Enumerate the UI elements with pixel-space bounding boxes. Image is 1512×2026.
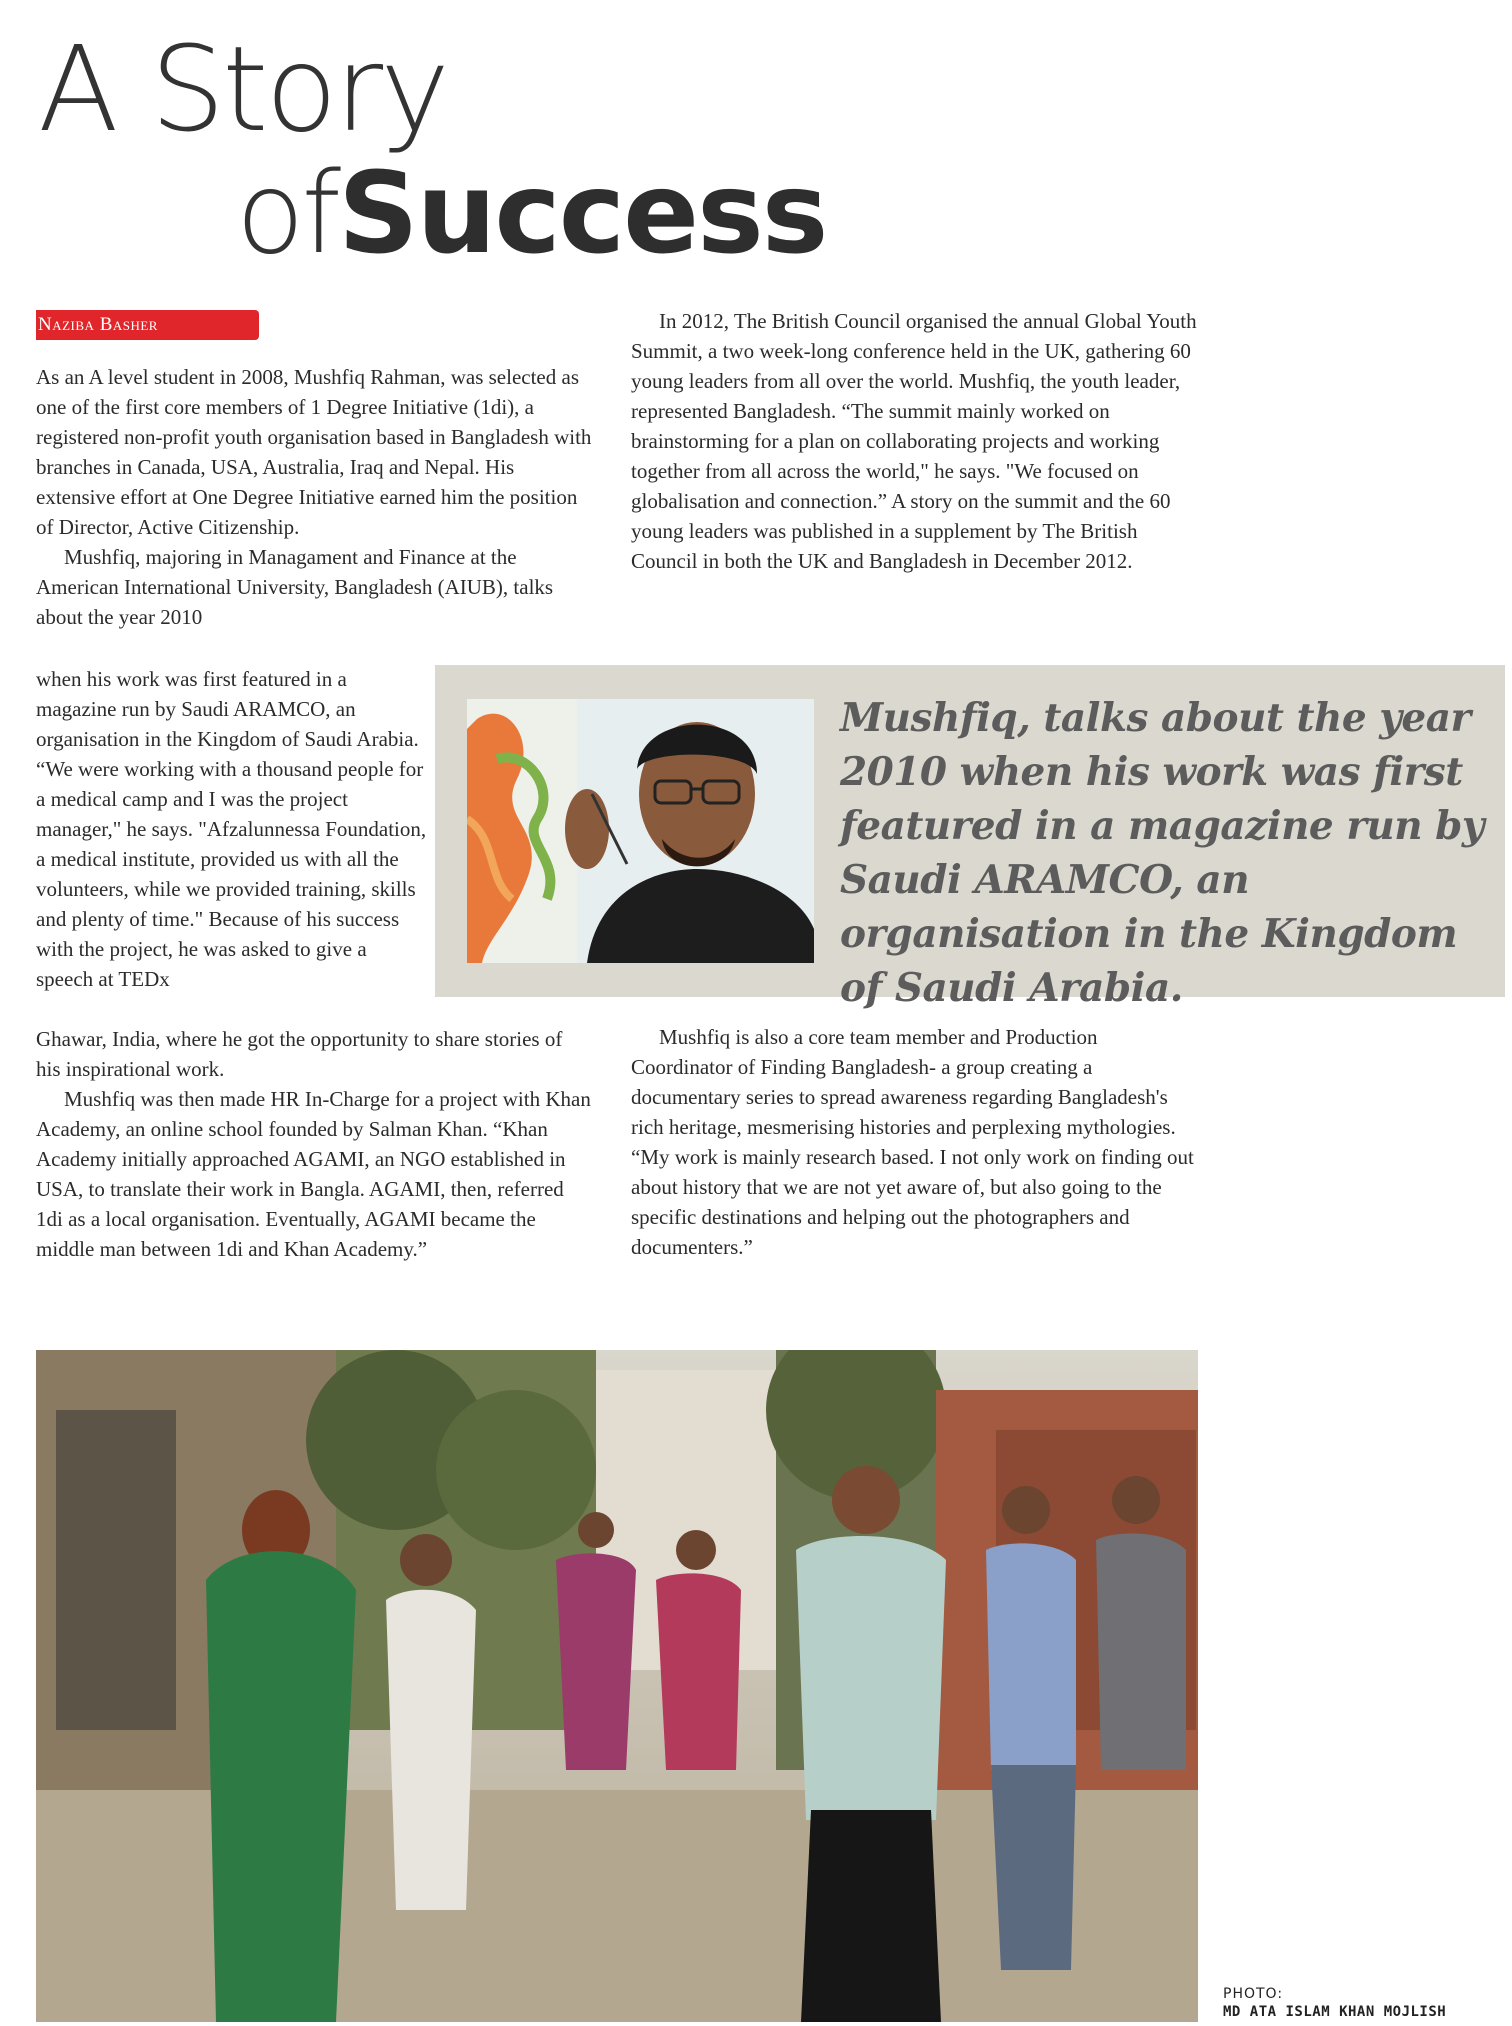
portrait-photo — [467, 699, 814, 963]
street-group-photo — [36, 1350, 1198, 2022]
photo-credit-name: MD ATA ISLAM KHAN MOJLISH — [1223, 2004, 1447, 2020]
article-paragraph: As an A level student in 2008, Mushfiq Rahman, was selected as one of the first core members of 1 Degree Initiative (1di), a registered non-profit youth organisation based in Bangladesh with branches in Canada, USA, Australia, Iraq and Nepal. His extensive effort at One Degree Initiative earned him the position of Director, Active Citizenship. — [36, 365, 592, 539]
article-paragraph: Mushfiq was then made HR In-Charge for a project with Khan Academy, an online school founded by Salman Khan. “Khan Academy initially approached AGAMI, an NGO established in USA, to translate their work in Bangla. AGAMI, then, referred 1di as a local organisation. Eventually, AGAMI became the middle man between 1di and Khan Academy.” — [36, 1087, 591, 1261]
left-column-top — [36, 362, 592, 632]
right-column-top — [631, 306, 1203, 576]
left-column-bottom — [36, 1024, 592, 1264]
right-column-bottom — [631, 1022, 1203, 1262]
article-paragraph: when his work was first featured in a magazine run by Saudi ARAMCO, an organisation in the Kingdom of Saudi Arabia. “We were working with a thousand people for a medical camp and I was the project manager," he says. "Afzalunnessa Foundation, a medical institute, provided us with all the volunteers, while we provided training, skills and plenty of time." Because of his success with the project, he was asked to give a speech at TEDx — [36, 667, 427, 991]
article-paragraph: Mushfiq, majoring in Managament and Finance at the American International University, Bangladesh (AIUB), talks about the year 2010 — [36, 545, 554, 629]
title-prefix: of — [236, 149, 338, 279]
title-line-1: A Story — [38, 20, 447, 158]
author-byline: Naziba Basher — [36, 310, 259, 340]
article-paragraph: In 2012, The British Council organised the annual Global Youth Summit, a two week-long conference held in the UK, gathering 60 young leaders from all over the world. Mushfiq, the youth leader, represented Bangladesh. “The summit mainly worked on brainstorming for a plan on collaborating projects and working together from all across the world," he says. "We focused on globalisation and connection.” A story on the summit and the 60 young leaders was published in a supplement by The British Council in both the UK and Bangladesh in December 2012. — [631, 309, 1197, 573]
article-paragraph: Mushfiq is also a core team member and Production Coordinator of Finding Bangladesh- a group creating a documentary series to spread awareness regarding Bangladesh's rich heritage, mesmerising histories and perplexing mythologies. “My work is mainly research based. I not only work on finding out about history that we are not yet aware of, but also going to the specific destinations and helping out the photographers and documenters.” — [631, 1025, 1194, 1259]
title-bold-word: Success — [337, 149, 827, 279]
title-line-2 — [236, 149, 827, 279]
photo-credit-label: PHOTO: — [1223, 1986, 1284, 2002]
left-column-wrap — [36, 664, 428, 994]
pull-quote-box — [435, 665, 1505, 1011]
pull-quote-text: Mushfiq, talks about the year 2010 when his work was first featured in a magazine run by Saudi ARAMCO, an organisation in the Kingdom of Saudi Arabia. — [840, 695, 1485, 1011]
article-paragraph: Ghawar, India, where he got the opportunity to share stories of his inspirational work. — [36, 1027, 563, 1081]
